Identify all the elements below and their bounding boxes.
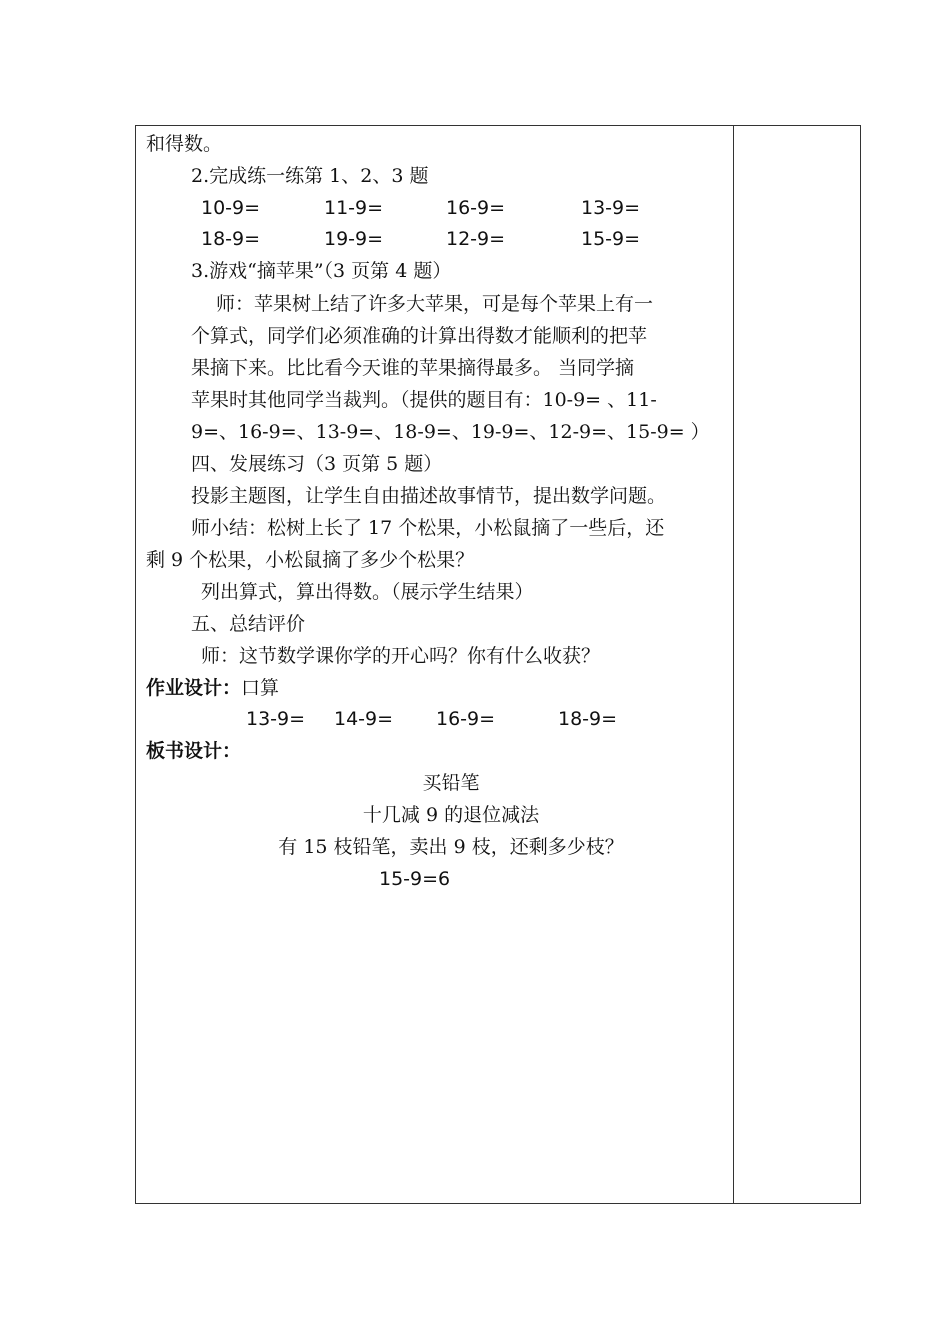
exercise-item: 18-9= [201,228,261,250]
exercise-item: 19-9= [324,228,384,250]
game-heading: 3.游戏“摘苹果”（3 页第 4 题） [191,260,452,282]
homework-item: 13-9= [246,708,306,730]
homework-text: 口算 [241,677,280,699]
lesson-content-cell [136,126,733,1203]
text-line: 师：苹果树上结了许多大苹果，可是每个苹果上有一 [216,293,654,315]
exercise-row-1 [136,196,733,220]
text-line: 师小结：松树上长了 17 个松果，小松鼠摘了一些后，还 [191,517,665,539]
board-title: 买铅笔 [422,772,480,794]
exercise-item: 11-9= [324,197,384,219]
text-line: 9=、16-9=、13-9=、18-9=、19-9=、12-9=、15-9= ） [191,421,710,443]
homework-row [136,707,733,731]
exercise-heading: 2.完成练一练第 1、2、3 题 [191,165,429,187]
homework-item: 16-9= [436,708,496,730]
board-label: 板书设计： [146,740,242,762]
section-heading: 五、总结评价 [191,613,306,635]
notes-cell [734,126,860,1203]
homework-line [146,676,279,700]
homework-item: 18-9= [558,708,618,730]
exercise-item: 13-9= [581,197,641,219]
section-heading: 四、发展练习（3 页第 5 题） [191,453,443,475]
exercise-item: 10-9= [201,197,261,219]
lesson-plan-table [135,125,861,1204]
exercise-item: 12-9= [446,228,506,250]
text-line: 列出算式，算出得数。（展示学生结果） [201,581,534,603]
text-line: 和得数。 [146,133,223,155]
text-line: 剩 9 个松果，小松鼠摘了多少个松果？ [146,549,475,571]
text-line: 投影主题图，让学生自由描述故事情节，提出数学问题。 [191,485,667,507]
text-line: 苹果时其他同学当裁判。（提供的题目有：10-9= 、11- [191,389,657,411]
board-question: 有 15 枝铅笔，卖出 9 枝，还剩多少枝？ [278,836,624,858]
exercise-item: 16-9= [446,197,506,219]
homework-item: 14-9= [334,708,394,730]
homework-label: 作业设计： [146,677,242,699]
board-subtitle: 十几减 9 的退位减法 [362,804,540,826]
text-line: 师：这节数学课你学的开心吗？你有什么收获？ [201,645,601,667]
text-line: 个算式，同学们必须准确的计算出得数才能顺利的把苹 [191,325,648,347]
exercise-row-2 [136,227,733,251]
text-line: 果摘下来。比比看今天谁的苹果摘得最多。 当同学摘 [191,357,635,379]
board-equation: 15-9=6 [379,868,451,890]
exercise-item: 15-9= [581,228,641,250]
